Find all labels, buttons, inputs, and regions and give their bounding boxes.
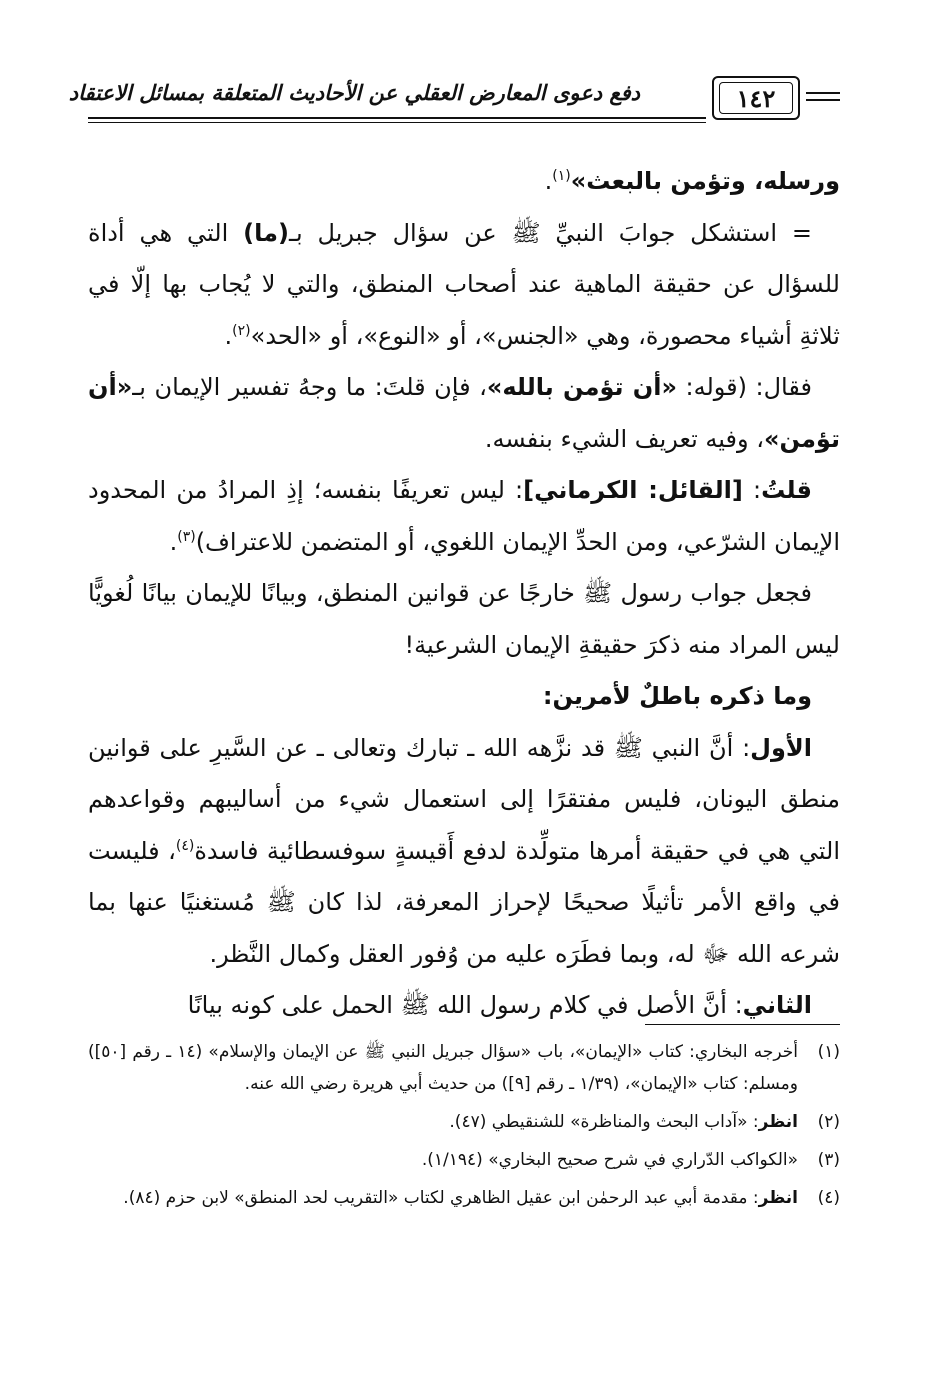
- footnote-separator: [645, 1024, 840, 1025]
- page-header: [68, 70, 840, 132]
- text-run: ، فإن قلتَ: ما وجهُ تفسير الإيمان بـ: [132, 373, 487, 401]
- book-page: [68, 70, 841, 1208]
- punct: .: [544, 167, 553, 195]
- paragraph-1: [88, 156, 840, 208]
- text-run: : ليس تعريفًا بنفسه؛ إذِ المرادُ من المحدود الإيمان الشرّعي، ومن الحدِّ الإيمان اللغوي، أو المتضمن للاعتراف): [88, 476, 840, 556]
- text-run: فقال: (قوله:: [676, 373, 812, 401]
- footnote-number: (٤): [817, 1188, 840, 1208]
- page-number: ١٤٢: [736, 84, 776, 113]
- footnote-ref-1: (١): [552, 168, 571, 184]
- text-run: : أنَّ الأصل في كلام رسول الله ﷺ الحمل على كونه بيانًا: [187, 991, 743, 1019]
- paragraph-2: [88, 208, 840, 363]
- header-rule: [88, 117, 706, 123]
- punct: .: [169, 527, 178, 556]
- paragraph-5: [88, 568, 840, 671]
- footnote-body: [88, 1106, 798, 1138]
- footnote: [88, 1182, 840, 1214]
- text-run: :: [742, 476, 762, 504]
- footnote-ref-2: (٢): [232, 322, 251, 339]
- running-title: دفع دعوى المعارض العقلي عن الأحاديث المتعلقة بمسائل الاعتقاد: [68, 80, 640, 105]
- footnote: [88, 1144, 840, 1176]
- footnote: [88, 1036, 840, 1100]
- page-number-frame: [712, 76, 800, 120]
- footnote-number: (٢): [817, 1112, 840, 1132]
- text-run: ، فليست في واقع الأمر تأثيلًا صحيحًا لإحراز المعرفة، لذا كان ﷺ مُستغنيًا عنها بما شرعه الله ﷻ له، وبما فطَرَه عليه من وُفور العقل وكمال النَّظر.: [88, 836, 840, 968]
- footnote-text: «الكواكب الدّراري في شرح صحيح البخاري» (١/١٩٤).: [421, 1150, 798, 1170]
- footnote-lead: انظر: [758, 1188, 798, 1208]
- footnote-text: : مقدمة أبي عبد الرحمٰن ابن عقيل الظاهري لكتاب «التقريب لحد المنطق» لابن حزم (٨٤).: [123, 1188, 759, 1208]
- main-text: [88, 156, 840, 1032]
- quote-end: ورسله، وتؤمن بالبعث»: [570, 167, 840, 195]
- subheading: وما ذكره باطلٌ لأمرين:: [542, 682, 812, 710]
- footnotes: [88, 1036, 840, 1220]
- footnote-number: (١): [817, 1042, 840, 1062]
- emphasis: [القائل: الكرماني]: [523, 476, 743, 504]
- paragraph-3: [88, 362, 840, 465]
- footnote-text: : «آداب البحث والمناظرة» للشنقيطي (٤٧).: [449, 1112, 759, 1132]
- paragraph-4: [88, 465, 840, 568]
- paragraph-7: [88, 723, 840, 981]
- punct: .: [224, 321, 233, 350]
- text-run: فجعل جواب رسول ﷺ خارجًا عن قوانين المنطق، وبيانًا للإيمان بيانًا لُغويًّا ليس المراد منه ذكرَ حقيقةِ الإيمان الشرعية!: [88, 579, 840, 659]
- text-run: التي هي أداة للسؤال عن حقيقة الماهية عند أصحاب المنطق، والتي لا يُجاب بها إلّا في ثلاثةِ أشياء محصورة، وهي «الجنس»، أو «النوع»، أو «الحد»: [88, 218, 840, 350]
- emphasis: الأول: [750, 733, 812, 762]
- footnote-body: [88, 1182, 798, 1214]
- emphasis: (ما): [243, 218, 289, 247]
- footnote-ref-4: (٤): [175, 837, 195, 854]
- emphasis: الثاني: [742, 991, 812, 1019]
- footnote-number: (٣): [817, 1150, 840, 1170]
- header-ornament-rule: [806, 92, 840, 101]
- footnote-ref-3: (٣): [177, 528, 196, 545]
- emphasis: قلتُ: [761, 476, 812, 504]
- footnote-lead: انظر: [758, 1112, 798, 1132]
- footnote-text: أخرجه البخاري: كتاب «الإيمان»، باب «سؤال جبريل النبي ﷺ عن الإيمان والإسلام» (١٤ ـ رقم [٥٠]) ومسلم: كتاب «الإيمان»، (١/٣٩ ـ رقم [٩]) من حديث أبي هريرة رضي الله عنه.: [88, 1042, 798, 1094]
- emphasis: «أن تؤمن»: [88, 373, 840, 453]
- text-run: : أنَّ النبي ﷺ قد نزَّهه الله ـ تبارك وتعالى ـ عن السَّيرِ على قوانين منطق اليونان، فليس مفتقرًا إلى استعمال شيء من أساليبهم وقواعدهم التي هي في حقيقة أمرها متولِّدة لدفع أَقيسةٍ سوفسطائية فاسدة: [88, 733, 841, 865]
- paragraph-6: [88, 671, 840, 723]
- emphasis: «أن تؤمن بالله»: [486, 373, 677, 401]
- footnote: [88, 1106, 840, 1138]
- text-run: = استشكل جوابَ النبيِّ ﷺ عن سؤال جبريل بـ: [288, 218, 813, 247]
- text-run: ، وفيه تعريف الشيء بنفسه.: [484, 424, 764, 453]
